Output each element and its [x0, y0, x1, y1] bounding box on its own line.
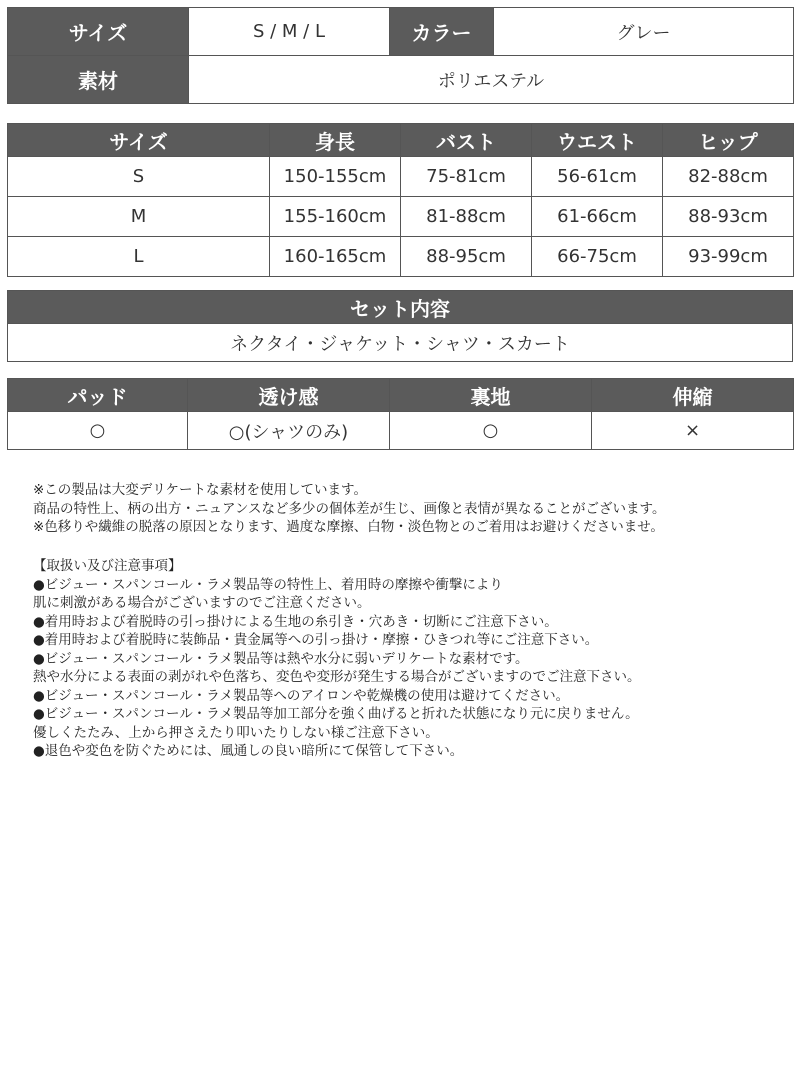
material-label: 素材 [8, 56, 189, 104]
height-cell: 160-165cm [270, 237, 401, 277]
size-chart-header: 身長 [270, 124, 401, 157]
set-contents-table [7, 290, 793, 362]
set-value-row [8, 324, 793, 362]
bust-cell: 81-88cm [401, 197, 532, 237]
waist-cell: 66-75cm [532, 237, 663, 277]
waist-cell: 56-61cm [532, 157, 663, 197]
info-row-size-color [8, 8, 794, 56]
note-line: ※この製品は大変デリケートな素材を使用しています。 [33, 482, 367, 498]
material-notes [33, 481, 793, 537]
features-table [7, 378, 794, 450]
size-chart-header: ウエスト [532, 124, 663, 157]
set-contents-value: ネクタイ・ジャケット・シャツ・スカート [8, 324, 793, 362]
note-line: 商品の特性上、柄の出方・ニュアンスなど多少の個体差が生じ、画像と表情が異なることがございます。 [33, 500, 666, 517]
size-chart-header: サイズ [8, 124, 270, 157]
table-row [8, 237, 794, 277]
note-line: 優しくたたみ、上から押さえたり叩いたりしない様ご注意下さい。 [33, 724, 439, 741]
note-line: 肌に刺激がある場合がございますのでご注意ください。 [33, 595, 371, 611]
note-line: ●ビジュー・スパンコール・ラメ製品等へのアイロンや乾燥機の使用は避けてください。 [33, 687, 570, 704]
care-instructions [33, 557, 793, 761]
bust-cell: 88-95cm [401, 237, 532, 277]
product-info-table [7, 7, 794, 104]
care-title: 【取扱い及び注意事項】 [33, 558, 182, 574]
color-value: グレー [494, 8, 794, 56]
lining-header: 裏地 [390, 379, 592, 412]
material-value: ポリエステル [189, 56, 794, 104]
info-row-material [8, 56, 794, 104]
sheer-header: 透け感 [188, 379, 390, 412]
pad-header: パッド [8, 379, 188, 412]
note-line: ●ビジュー・スパンコール・ラメ製品等加工部分を強く曲げると折れた状態になり元に戻りません。 [33, 706, 639, 722]
size-label: サイズ [8, 8, 189, 56]
note-line: ●ビジュー・スパンコール・ラメ製品等の特性上、着用時の摩擦や衝撃により [33, 576, 503, 593]
size-chart-header: バスト [401, 124, 532, 157]
waist-cell: 61-66cm [532, 197, 663, 237]
height-cell: 150-155cm [270, 157, 401, 197]
features-value-row [8, 412, 794, 450]
note-line: 熱や水分による表面の剥がれや色落ち、変色や変形が発生する場合がございますのでご注意下さい。 [33, 669, 641, 685]
hip-cell: 82-88cm [663, 157, 794, 197]
hip-cell: 88-93cm [663, 197, 794, 237]
note-line: ※色移りや繊維の脱落の原因となります、過度な摩擦、白物・淡色物とのご着用はお避けくださいませ。 [33, 519, 664, 535]
hip-cell: 93-99cm [663, 237, 794, 277]
note-line: ●退色や変色を防ぐためには、風通しの良い暗所にて保管して下さい。 [33, 743, 464, 759]
size-cell: M [8, 197, 270, 237]
table-row [8, 157, 794, 197]
lining-value: ○ [390, 412, 592, 450]
set-header-row [8, 291, 793, 324]
set-contents-header: セット内容 [8, 291, 793, 324]
stretch-header: 伸縮 [592, 379, 794, 412]
note-line: ●ビジュー・スパンコール・ラメ製品等は熱や水分に弱いデリケートな素材です。 [33, 650, 529, 667]
table-row [8, 197, 794, 237]
size-cell: L [8, 237, 270, 277]
size-chart-header: ヒップ [663, 124, 794, 157]
size-chart-table [7, 123, 794, 277]
color-label: カラー [390, 8, 494, 56]
height-cell: 155-160cm [270, 197, 401, 237]
size-chart-header-row [8, 124, 794, 157]
sheer-value: ○(シャツのみ) [188, 412, 390, 450]
pad-value: ○ [8, 412, 188, 450]
size-value: S / M / L [189, 8, 390, 56]
features-header-row [8, 379, 794, 412]
size-cell: S [8, 157, 270, 197]
stretch-value: × [592, 412, 794, 450]
note-line: ●着用時および着脱時に装飾品・貴金属等への引っ掛け・摩擦・ひきつれ等にご注意下さい。 [33, 632, 599, 648]
note-line: ●着用時および着脱時の引っ掛けによる生地の糸引き・穴あき・切断にご注意下さい。 [33, 613, 558, 630]
bust-cell: 75-81cm [401, 157, 532, 197]
